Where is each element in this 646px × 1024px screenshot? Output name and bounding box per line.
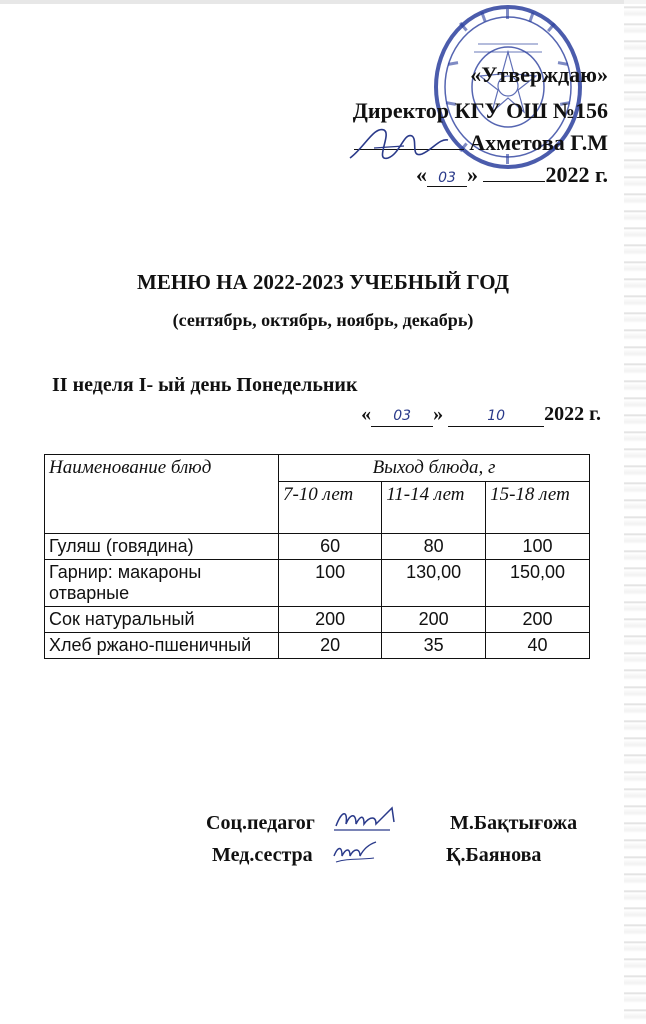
menu-table — [44, 454, 590, 659]
table-row — [45, 560, 590, 607]
nurse-signature — [330, 838, 380, 868]
portion-7-10: 200 — [278, 607, 381, 633]
header-age-7-10: 7-10 лет — [278, 482, 381, 534]
page-title: МЕНЮ НА 2022-2023 УЧЕБНЫЙ ГОД — [137, 270, 509, 294]
portion-11-14: 35 — [382, 633, 486, 659]
role-social-pedagogue: Соц.педагог — [206, 812, 315, 834]
dish-name: Гарнир: макароны отварные — [45, 560, 279, 607]
week-day-heading: II неделя I- ый день Понедельник — [52, 374, 358, 396]
table-row — [45, 607, 590, 633]
dish-name: Гуляш (говядина) — [45, 534, 279, 560]
approval-date-year: 2022 г. — [545, 162, 608, 187]
portion-15-18: 200 — [486, 607, 590, 633]
portion-7-10: 60 — [278, 534, 381, 560]
portion-15-18: 40 — [486, 633, 590, 659]
director-signature — [344, 118, 454, 168]
menu-date-day: 03 — [393, 408, 412, 424]
name-nurse: Қ.Баянова — [446, 844, 542, 866]
approval-date-day: 03 — [438, 170, 456, 186]
portion-15-18: 100 — [486, 534, 590, 560]
name-social-pedagogue: М.Бақтығожа — [450, 812, 578, 834]
role-nurse: Мед.сестра — [212, 844, 313, 866]
menu-date-year: 2022 г. — [544, 403, 601, 425]
approval-date: « 03 » 2022 г. — [415, 162, 608, 187]
page-subtitle: (сентябрь, октябрь, ноябрь, декабрь) — [172, 310, 474, 330]
portion-11-14: 200 — [382, 607, 486, 633]
header-age-11-14: 11-14 лет — [382, 482, 486, 534]
header-dish-name: Наименование блюд — [45, 455, 279, 534]
social-pedagogue-signature — [332, 804, 402, 836]
header-output: Выход блюда, г — [278, 455, 589, 482]
header-age-15-18: 15-18 лет — [486, 482, 590, 534]
portion-7-10: 100 — [278, 560, 381, 607]
portion-11-14: 80 — [382, 534, 486, 560]
portion-7-10: 20 — [278, 633, 381, 659]
portion-15-18: 150,00 — [486, 560, 590, 607]
dish-name: Хлеб ржано-пшеничный — [45, 633, 279, 659]
approval-heading: «Утверждаю» — [470, 62, 608, 87]
portion-11-14: 130,00 — [382, 560, 486, 607]
menu-date-month: 10 — [487, 408, 506, 424]
menu-date: « 03 » 10 2022 г. — [361, 403, 601, 425]
director-name: Ахметова Г.М — [469, 130, 608, 155]
approval-director: Директор КГУ ОШ №156 — [352, 98, 608, 123]
table-row — [45, 534, 590, 560]
dish-name: Сок натуральный — [45, 607, 279, 633]
table-row — [45, 633, 590, 659]
table-header-row — [45, 455, 590, 482]
scan-artifact-edge — [624, 0, 646, 1024]
